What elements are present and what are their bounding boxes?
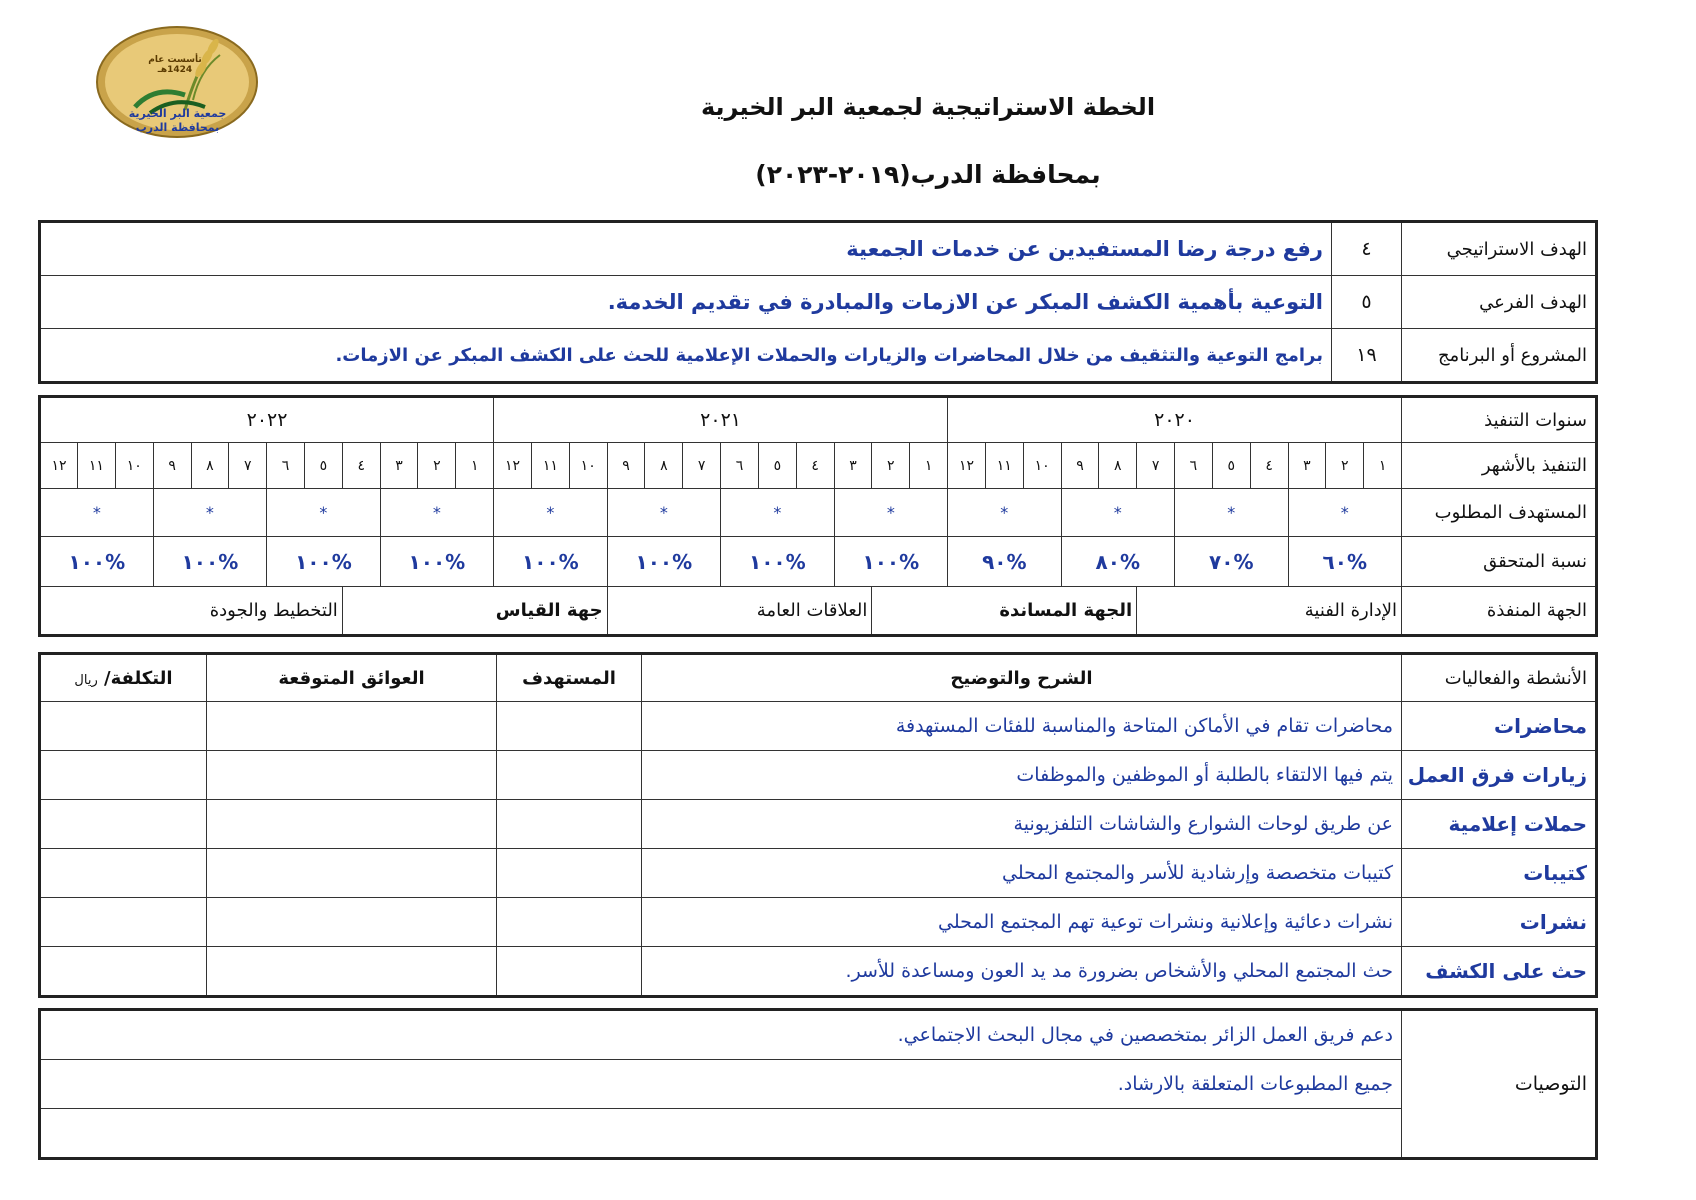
recommendations-table	[38, 1008, 1598, 1160]
achieved-percentage: %٦٠	[1288, 537, 1401, 587]
month-cell: ٦	[267, 443, 305, 489]
achieved-percentage: %٨٠	[1061, 537, 1174, 587]
month-cell: ٧	[1137, 443, 1175, 489]
activities-table	[38, 652, 1598, 998]
responsible-parties-row	[40, 587, 1597, 636]
achieved-percentage: %٩٠	[948, 537, 1061, 587]
recommendation-item	[40, 1109, 1402, 1159]
target-mark: *	[773, 502, 782, 522]
target-mark-cell	[721, 489, 834, 537]
activity-target-cell	[497, 751, 642, 800]
month-cell: ٤	[796, 443, 834, 489]
month-cell: ٣	[380, 443, 418, 489]
month-cell: ٤	[1250, 443, 1288, 489]
achieved-row	[40, 537, 1597, 587]
activity-description: حث المجتمع المحلي والأشخاص بضرورة مد يد العون ومساعدة للأسر.	[642, 947, 1402, 997]
month-cell: ٨	[191, 443, 229, 489]
logo-name-line1: جمعية البر الخيرية	[128, 107, 227, 120]
months-label: التنفيذ بالأشهر	[1402, 443, 1597, 489]
month-cell: ٦	[1175, 443, 1213, 489]
month-cell: ٣	[834, 443, 872, 489]
activity-cost-cell	[40, 751, 207, 800]
target-mark: *	[205, 502, 214, 522]
target-mark: *	[1340, 502, 1349, 522]
program-label: المشروع أو البرنامج	[1402, 329, 1597, 383]
achieved-percentage: %١٠٠	[267, 537, 380, 587]
support-value: العلاقات العامة	[607, 587, 872, 636]
target-mark: *	[432, 502, 441, 522]
month-cell: ٩	[607, 443, 645, 489]
activity-name: حث على الكشف	[1402, 947, 1597, 997]
strategic-goal-number: ٤	[1332, 222, 1402, 276]
target-mark-cell	[1175, 489, 1288, 537]
year-header: ٢٠٢٠	[948, 397, 1402, 443]
activity-target-cell	[497, 947, 642, 997]
target-mark-cell	[267, 489, 380, 537]
month-cell: ١	[910, 443, 948, 489]
target-mark-cell	[380, 489, 493, 537]
month-cell: ٧	[229, 443, 267, 489]
recommendation-row	[40, 1109, 1597, 1159]
measure-value: التخطيط والجودة	[40, 587, 343, 636]
achieved-percentage: %٧٠	[1175, 537, 1288, 587]
month-cell: ٩	[1061, 443, 1099, 489]
activity-header: الأنشطة والفعاليات	[1402, 654, 1597, 702]
sub-goal-number: ٥	[1332, 276, 1402, 329]
target-mark: *	[1113, 502, 1122, 522]
target-header: المستهدف	[497, 654, 642, 702]
activity-description: كتيبات متخصصة وإرشادية للأسر والمجتمع المحلي	[642, 849, 1402, 898]
activity-obstacles-cell	[207, 947, 497, 997]
activity-obstacles-cell	[207, 751, 497, 800]
target-label: المستهدف المطلوب	[1402, 489, 1597, 537]
target-mark-cell	[1288, 489, 1401, 537]
strategic-goal-label: الهدف الاستراتيجي	[1402, 222, 1597, 276]
month-cell: ١١	[985, 443, 1023, 489]
recommendation-row	[40, 1010, 1597, 1060]
activity-cost-cell	[40, 800, 207, 849]
month-cell: ٥	[1212, 443, 1250, 489]
target-mark: *	[886, 502, 895, 522]
target-mark-cell	[153, 489, 266, 537]
association-logo	[95, 25, 260, 140]
achieved-percentage: %١٠٠	[40, 537, 154, 587]
month-cell: ٥	[758, 443, 796, 489]
cost-header-label: التكلفة/	[104, 667, 173, 689]
activity-name: نشرات	[1402, 898, 1597, 947]
month-cell: ٢	[1326, 443, 1364, 489]
month-cell: ٥	[304, 443, 342, 489]
target-mark-cell	[607, 489, 720, 537]
page-title: الخطة الاستراتيجية لجمعية البر الخيرية	[700, 93, 1156, 121]
activity-row	[40, 898, 1597, 947]
sub-goal-label: الهدف الفرعي	[1402, 276, 1597, 329]
activity-row	[40, 702, 1597, 751]
activity-cost-cell	[40, 898, 207, 947]
month-cell: ٨	[645, 443, 683, 489]
target-mark: *	[659, 502, 668, 522]
target-mark-cell	[40, 489, 154, 537]
program-text: برامج التوعية والتثقيف من خلال المحاضرات والزيارات والحملات الإعلامية للحث على الكشف المبكر عن الازمات.	[40, 329, 1332, 383]
target-mark: *	[1227, 502, 1236, 522]
recommendation-item: جميع المطبوعات المتعلقة بالارشاد.	[40, 1060, 1402, 1109]
month-cell: ٦	[721, 443, 759, 489]
month-cell: ١١	[78, 443, 116, 489]
logo-name-line2: بمحافظة الدرب	[135, 121, 220, 134]
cost-unit: ريال	[74, 672, 98, 688]
logo-seal-text: تأسست عام 1424هـ	[148, 55, 202, 75]
activities-header-row	[40, 654, 1597, 702]
schedule-table	[38, 395, 1598, 637]
support-label: الجهة المساندة	[872, 587, 1137, 636]
month-cell: ١٠	[569, 443, 607, 489]
activity-row	[40, 800, 1597, 849]
activity-description: محاضرات تقام في الأماكن المتاحة والمناسبة للفئات المستهدفة	[642, 702, 1402, 751]
activity-description: عن طريق لوحات الشوارع والشاشات التلفزيونية	[642, 800, 1402, 849]
program-number: ١٩	[1332, 329, 1402, 383]
months-row	[40, 443, 1597, 489]
month-cell: ٧	[683, 443, 721, 489]
achieved-percentage: %١٠٠	[607, 537, 720, 587]
page-subtitle: بمحافظة الدرب(٢٠١٩-٢٠٢٣)	[755, 160, 1101, 189]
month-cell: ٢	[418, 443, 456, 489]
target-mark: *	[546, 502, 555, 522]
executor-value: الإدارة الفنية	[1137, 587, 1402, 636]
goals-table	[38, 220, 1598, 384]
achieved-percentage: %١٠٠	[153, 537, 266, 587]
activity-name: كتيبات	[1402, 849, 1597, 898]
description-header: الشرح والتوضيح	[642, 654, 1402, 702]
program-row	[40, 329, 1597, 383]
achieved-label: نسبة المتحقق	[1402, 537, 1597, 587]
month-cell: ١٠	[115, 443, 153, 489]
activity-row	[40, 751, 1597, 800]
activity-obstacles-cell	[207, 849, 497, 898]
year-header: ٢٠٢١	[494, 397, 948, 443]
target-mark: *	[92, 502, 101, 522]
activity-name: زيارات فرق العمل	[1402, 751, 1597, 800]
month-cell: ١٢	[948, 443, 986, 489]
target-mark-cell	[494, 489, 607, 537]
activity-obstacles-cell	[207, 898, 497, 947]
activity-row	[40, 849, 1597, 898]
sub-goal-row	[40, 276, 1597, 329]
activity-obstacles-cell	[207, 800, 497, 849]
target-row	[40, 489, 1597, 537]
month-cell: ٤	[342, 443, 380, 489]
month-cell: ٨	[1099, 443, 1137, 489]
target-mark: *	[319, 502, 328, 522]
activity-target-cell	[497, 702, 642, 751]
strategic-goal-text: رفع درجة رضا المستفيدين عن خدمات الجمعية	[40, 222, 1332, 276]
sub-goal-text: التوعية بأهمية الكشف المبكر عن الازمات والمبادرة في تقديم الخدمة.	[40, 276, 1332, 329]
activity-row	[40, 947, 1597, 997]
month-cell: ١٢	[494, 443, 532, 489]
measure-label: جهة القياس	[342, 587, 607, 636]
strategic-goal-row	[40, 222, 1597, 276]
month-cell: ١٢	[40, 443, 78, 489]
recommendation-item: دعم فريق العمل الزائر بمتخصصين في مجال البحث الاجتماعي.	[40, 1010, 1402, 1060]
activity-cost-cell	[40, 849, 207, 898]
month-cell: ١١	[531, 443, 569, 489]
obstacles-header: العوائق المتوقعة	[207, 654, 497, 702]
activity-target-cell	[497, 800, 642, 849]
activity-cost-cell	[40, 702, 207, 751]
achieved-percentage: %١٠٠	[834, 537, 947, 587]
activity-name: محاضرات	[1402, 702, 1597, 751]
achieved-percentage: %١٠٠	[494, 537, 607, 587]
target-mark: *	[1000, 502, 1009, 522]
recommendation-row	[40, 1060, 1597, 1109]
achieved-percentage: %١٠٠	[380, 537, 493, 587]
target-mark-cell	[834, 489, 947, 537]
activity-name: حملات إعلامية	[1402, 800, 1597, 849]
target-mark-cell	[1061, 489, 1174, 537]
month-cell: ٢	[872, 443, 910, 489]
month-cell: ١	[456, 443, 494, 489]
recommendations-label: التوصيات	[1402, 1010, 1597, 1159]
years-row	[40, 397, 1597, 443]
executor-label: الجهة المنفذة	[1402, 587, 1597, 636]
activity-target-cell	[497, 898, 642, 947]
month-cell: ٣	[1288, 443, 1326, 489]
activity-obstacles-cell	[207, 702, 497, 751]
year-header: ٢٠٢٢	[40, 397, 494, 443]
month-cell: ١٠	[1023, 443, 1061, 489]
activity-description: يتم فيها الالتقاء بالطلبة أو الموظفين والموظفات	[642, 751, 1402, 800]
cost-header	[40, 654, 207, 702]
target-mark-cell	[948, 489, 1061, 537]
achieved-percentage: %١٠٠	[721, 537, 834, 587]
month-cell: ١	[1364, 443, 1402, 489]
activity-target-cell	[497, 849, 642, 898]
activity-cost-cell	[40, 947, 207, 997]
activity-description: نشرات دعائية وإعلانية ونشرات توعية تهم المجتمع المحلي	[642, 898, 1402, 947]
month-cell: ٩	[153, 443, 191, 489]
years-label: سنوات التنفيذ	[1402, 397, 1597, 443]
